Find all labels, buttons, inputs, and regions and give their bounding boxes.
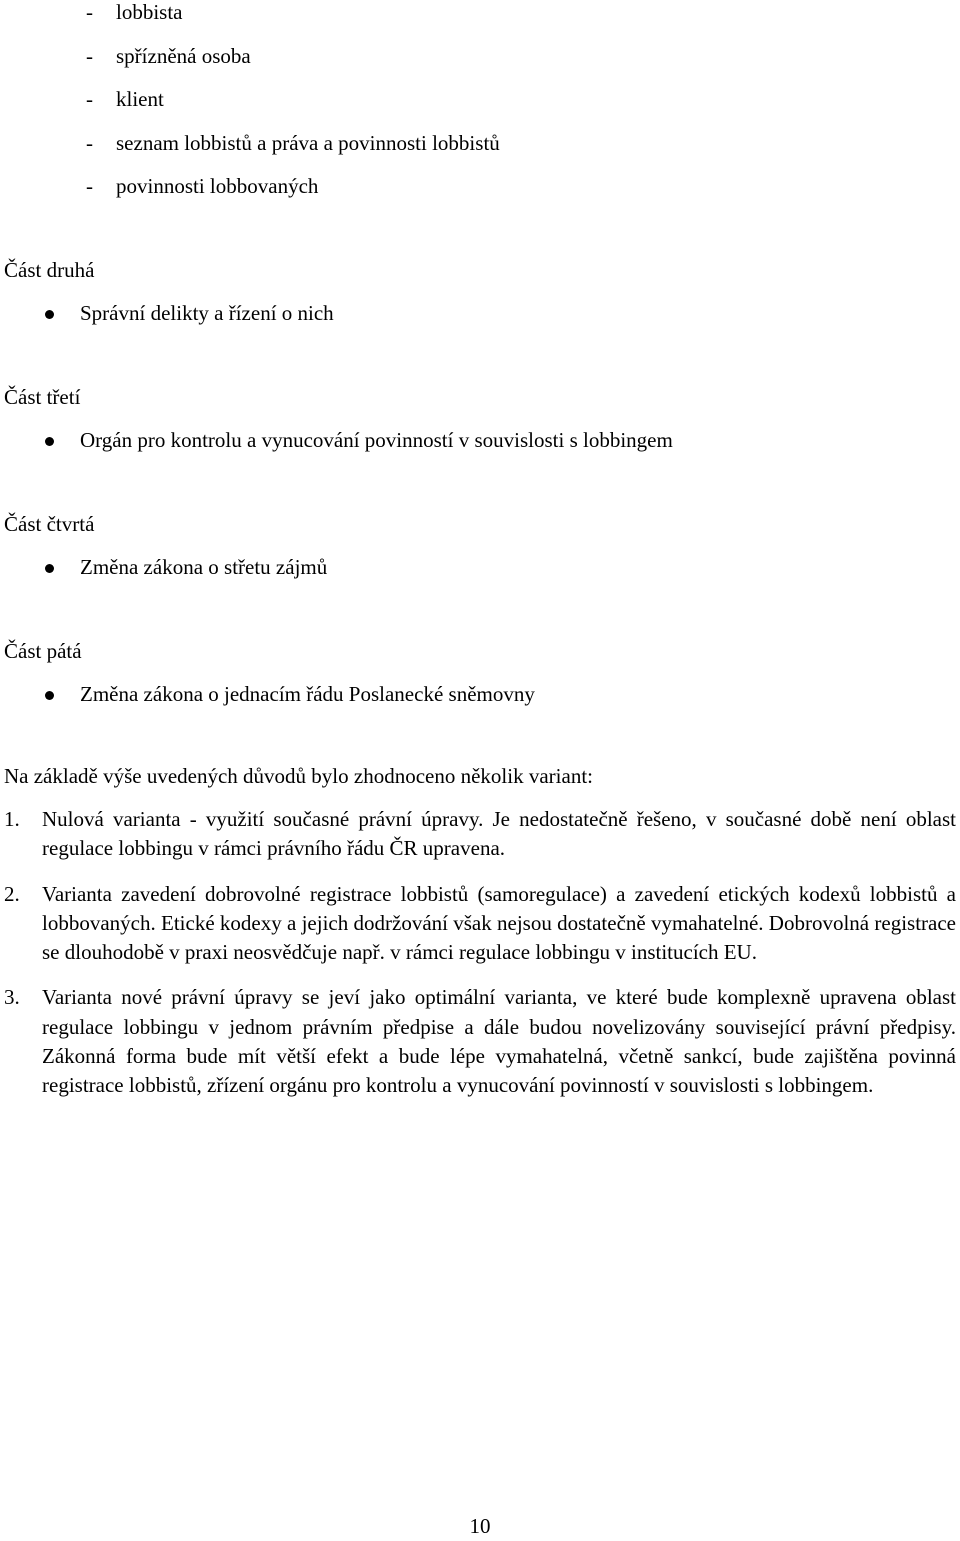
dash-marker: - xyxy=(86,174,93,198)
bullet-icon xyxy=(45,691,54,700)
bullet-item xyxy=(4,680,904,709)
dash-list xyxy=(0,0,940,216)
list-item xyxy=(0,85,940,129)
dash-marker: - xyxy=(86,130,93,155)
list-item xyxy=(0,129,940,173)
variant-number: 3. xyxy=(4,985,20,1010)
list-item-text: povinnosti lobbovaných xyxy=(116,174,319,198)
page-number: 10 xyxy=(469,1514,491,1538)
variant-item xyxy=(4,880,956,968)
list-item-text: spřízněná osoba xyxy=(116,43,251,68)
list-item-text: klient xyxy=(116,87,164,111)
bullet-item-text: Změna zákona o střetu zájmů xyxy=(80,555,328,579)
bullet-item-text: Správní delikty a řízení o nich xyxy=(80,301,334,325)
bullet-item-text: Změna zákona o jednacím řádu Poslanecké sněmovny xyxy=(80,682,535,706)
part-heading: Část třetí xyxy=(4,385,81,409)
bullet-item xyxy=(4,553,904,582)
variants-intro: Na základě výše uvedených důvodů bylo zhodnoceno několik variant: xyxy=(4,764,593,788)
part-heading: Část pátá xyxy=(4,639,82,663)
dash-marker: - xyxy=(86,43,93,68)
dash-marker: - xyxy=(86,0,93,24)
bullet-item xyxy=(4,299,904,328)
bullet-icon xyxy=(45,437,54,446)
list-item xyxy=(0,0,940,42)
list-item-text: lobbista xyxy=(116,0,183,24)
dash-marker: - xyxy=(86,87,93,111)
bullet-item-text: Orgán pro kontrolu a vynucování povinností v souvislosti s lobbingem xyxy=(80,428,673,452)
variants-list xyxy=(4,805,956,1117)
bullet-item xyxy=(4,426,904,455)
variant-item xyxy=(4,983,956,1100)
bullet-icon xyxy=(45,564,54,573)
variant-number: 2. xyxy=(4,881,20,906)
list-item-text: seznam lobbistů a práva a povinnosti lobbistů xyxy=(116,130,500,155)
variant-text: Varianta nové právní úpravy se jeví jako optimální varianta, ve které bude komplexně upravena oblast regulace lobbingu v jednom právním předpise a dále budou novelizovány související právní předpisy. Zákonná forma bude mít větší efekt a bude lépe vymahatelná, včetně sankcí, bude zajištěna povinná registrace lobbistů, zřízení orgánu pro kontrolu a vynucování povinností v souvislosti s lobbingem. xyxy=(42,985,956,1098)
list-item xyxy=(0,42,940,86)
variant-number: 1. xyxy=(4,807,20,831)
variant-text: Nulová varianta - využití současné právní úpravy. Je nedostatečně řešeno, v současné době není oblast regulace lobbingu v rámci právního řádu ČR upravena. xyxy=(42,807,956,861)
variant-item xyxy=(4,805,956,864)
part-heading: Část čtvrtá xyxy=(4,512,95,536)
bullet-icon xyxy=(45,310,54,319)
variant-text: Varianta zavedení dobrovolné registrace lobbistů (samoregulace) a zavedení etických kodexů lobbistů a lobbovaných. Etické kodexy a jejich dodržování však nejsou dostatečně vymahatelné. Dobrovolná registrace se dlouhodobě v praxi neosvědčuje např. v rámci regulace lobbingu v institucích EU. xyxy=(42,881,956,965)
list-item xyxy=(0,172,940,216)
part-heading: Část druhá xyxy=(4,258,95,282)
